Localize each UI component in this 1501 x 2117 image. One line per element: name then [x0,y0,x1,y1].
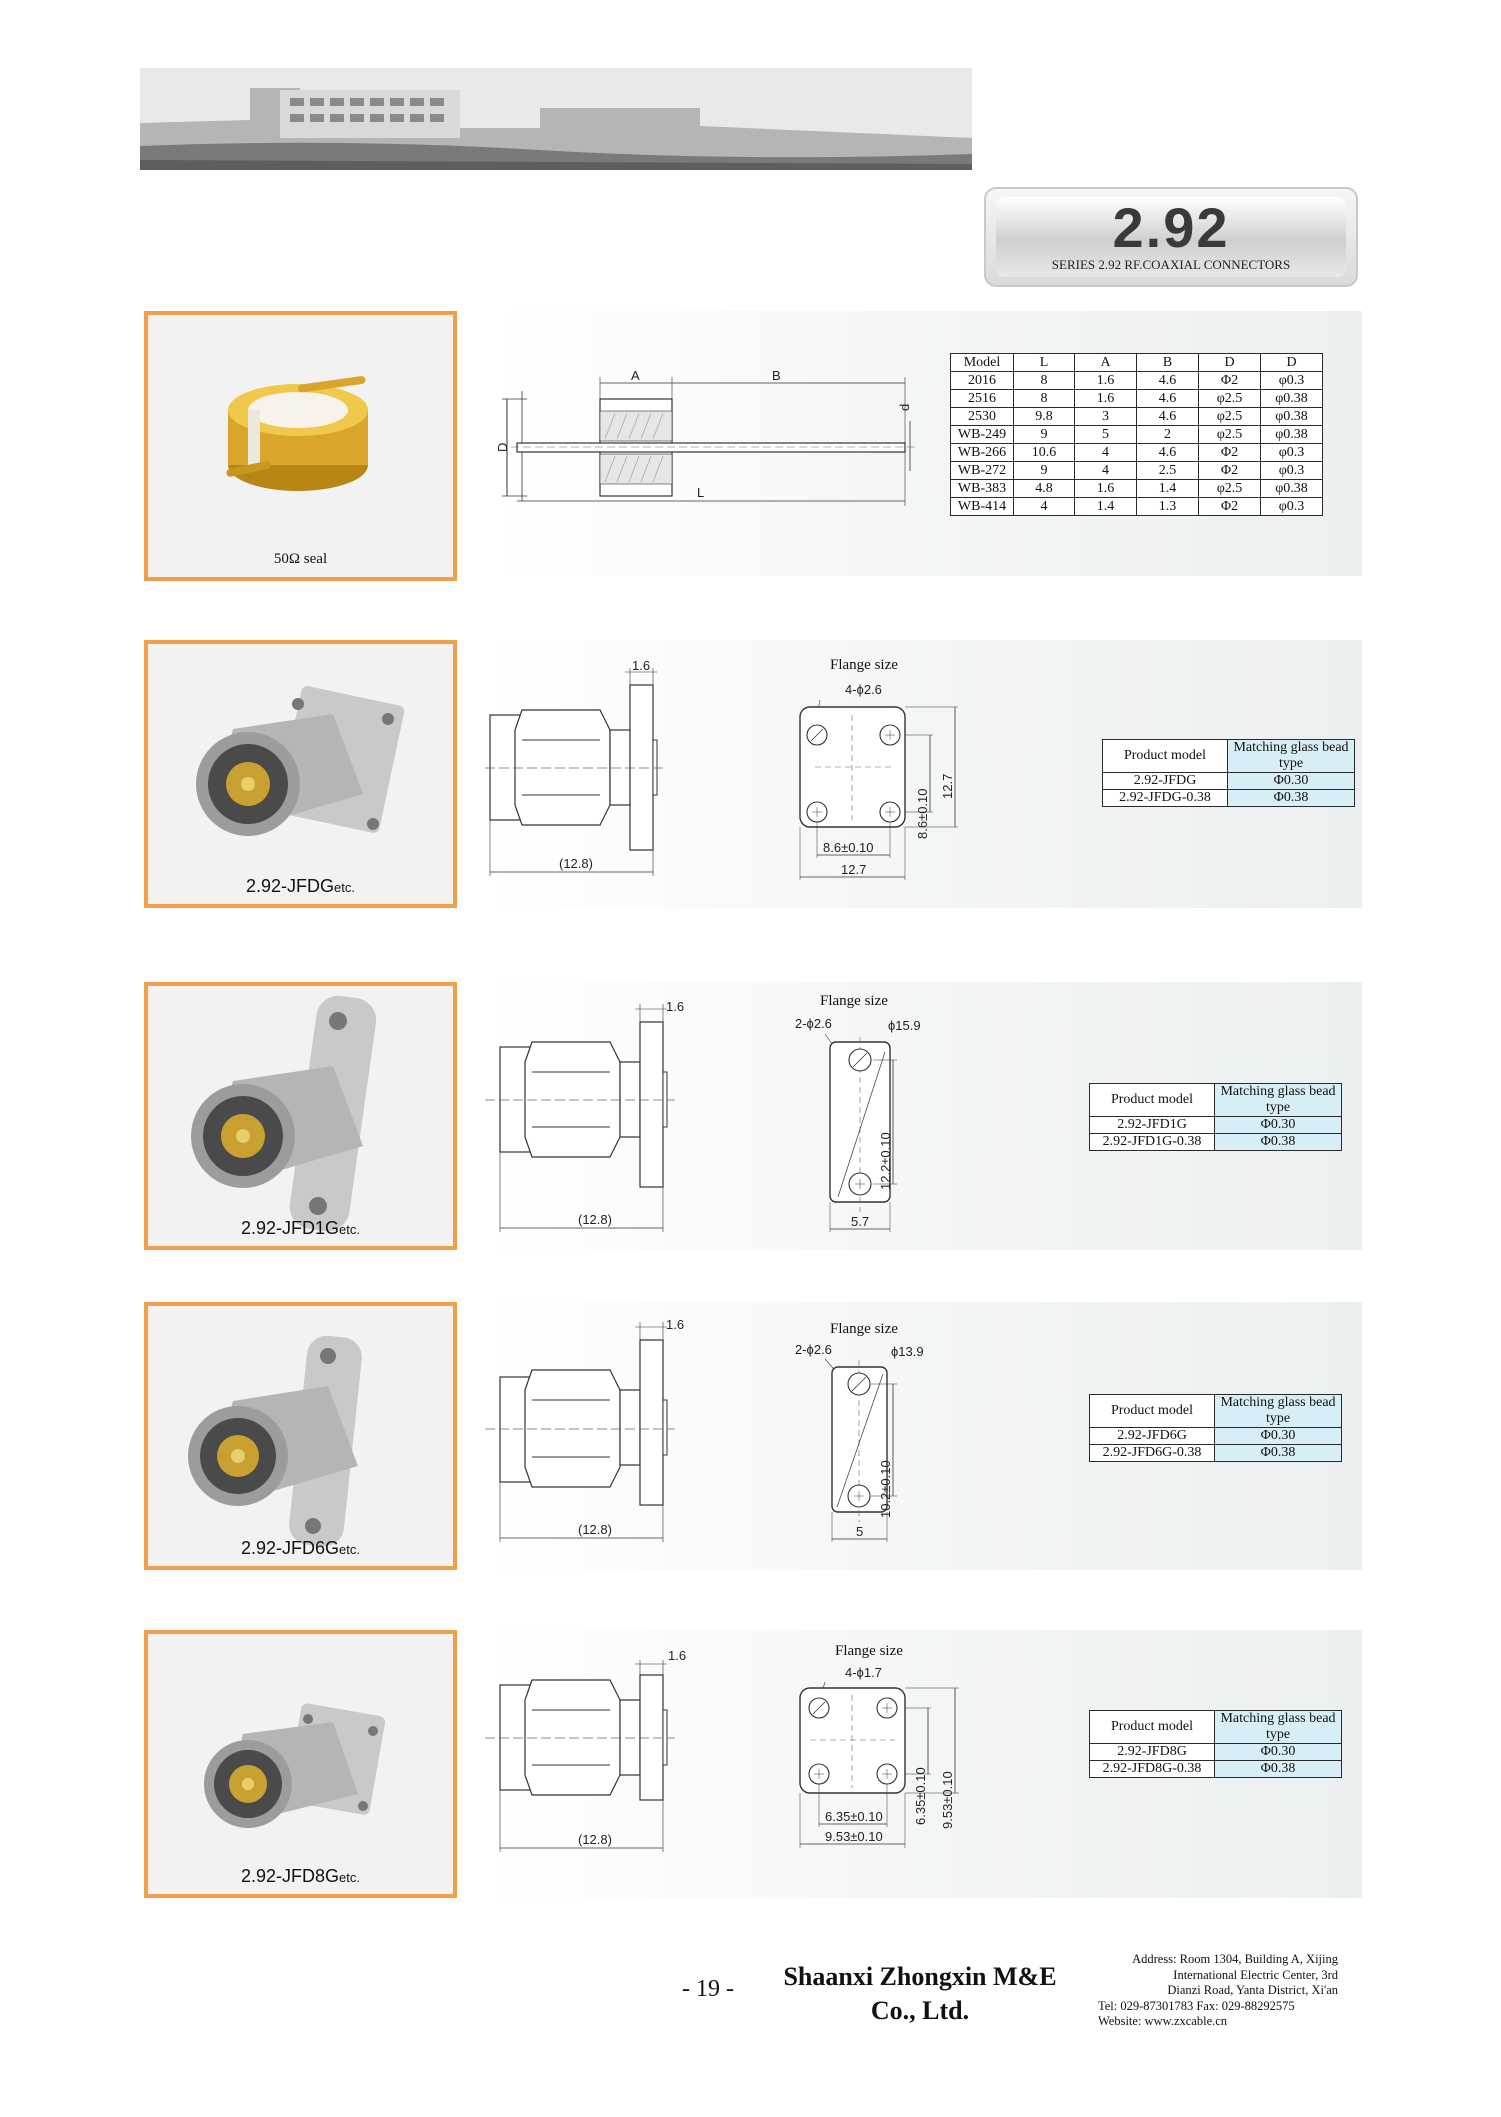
table-row: WB-249 9 5 2 φ2.5 φ0.38 [951,426,1323,444]
col-d-inner: D [1261,354,1323,372]
drawing-jfd8g [485,1630,965,1898]
series-title-box [984,187,1358,287]
product-table-jfd6g: Product model Matching glass bead type 2.92-JFD6G Φ0.30 2.92-JFD6G-0.38 Φ0.38 [1089,1394,1342,1462]
label-a: A [631,368,640,383]
flange-size-label: Flange size [820,993,888,1009]
dim-h: 5.7 [851,1214,870,1229]
product-caption-jfd6g: 2.92-JFD6Getc. [240,1538,360,1558]
product-photo-jfd1g [144,982,457,1250]
header-banner-image [140,68,972,170]
label-d-upper: D [495,442,510,452]
outer-label: ϕ15.9 [888,1018,921,1033]
table-row: 2.92-JFD1G Φ0.30 [1090,1117,1342,1134]
series-subtitle: SERIES 2.92 RF.COAXIAL CONNECTORS [1051,257,1291,272]
col-d-outer: D [1199,354,1261,372]
table-row: 2.92-JFDG Φ0.30 [1103,773,1355,790]
table-row: 2016 8 1.6 4.6 Φ2 φ0.3 [951,372,1323,390]
table-row: 2.92-JFD8G Φ0.30 [1090,1744,1342,1761]
table-row: WB-383 4.8 1.6 1.4 φ2.5 φ0.38 [951,480,1323,498]
drawing-jfd6g [485,1302,924,1570]
holes-label: 2-ϕ2.6 [795,1016,832,1031]
dim-outer-h: 9.53±0.10 [825,1829,883,1844]
dim-outer-h: 12.7 [841,862,867,877]
company-name: Shaanxi Zhongxin M&E Co., Ltd. [783,1962,1057,2025]
dim-inner-h: 6.35±0.10 [825,1809,883,1824]
product-caption-jfd8g: 2.92-JFD8Getc. [240,1866,360,1886]
col-model: Model [951,354,1014,372]
seal-caption: 50Ω seal [273,551,328,567]
dim-v: 12.2±0.10 [878,1132,893,1190]
table-row: 2.92-JFD1G-0.38 Φ0.38 [1090,1134,1342,1151]
table-row: WB-266 10.6 4 4.6 Φ2 φ0.3 [951,444,1323,462]
label-d-lower: d [897,403,912,411]
dim-v: 10.2±0.10 [878,1460,893,1518]
col-b: B [1137,354,1199,372]
product-photo-jfd6g [144,1302,457,1570]
product-drawing-panel-jfd1g [485,982,1362,1250]
product-caption-jfd1g: 2.92-JFD1Getc. [240,1218,360,1238]
seal-photo [144,311,457,581]
length-label: (12.8) [578,1522,612,1537]
page-number: - 19 - [682,1976,734,2002]
table-row: WB-272 9 4 2.5 Φ2 φ0.3 [951,462,1323,480]
thickness-label: 1.6 [666,1317,685,1332]
thickness-label: 1.6 [666,999,685,1014]
table-row: 2.92-JFD6G Φ0.30 [1090,1428,1342,1445]
company-address: Address: Room 1304, Building A, Xijing International Electric Center, 3rd Dianzi Road, Yanta District, Xi'an Tel: 029-87301783 Fax: 029-88292575 Website: www.zxcable.cn [1098,1952,1338,2028]
product-caption-jfdg: 2.92-JFDGetc. [246,876,355,896]
seal-drawing-panel [497,311,1362,576]
dim-inner-v: 6.35±0.10 [913,1767,928,1825]
product-table-jfd8g: Product model Matching glass bead type 2.92-JFD8G Φ0.30 2.92-JFD8G-0.38 Φ0.38 [1089,1710,1342,1778]
dim-outer-v: 9.53±0.10 [940,1771,955,1829]
product-drawing-panel-jfd6g [485,1302,1362,1570]
product-table-jfd1g: Product model Matching glass bead type 2.92-JFD1G Φ0.30 2.92-JFD1G-0.38 Φ0.38 [1089,1083,1342,1151]
product-drawing-panel-jfdg [485,640,1362,908]
col-l: L [1014,354,1075,372]
thickness-label: 1.6 [632,658,651,673]
dim-outer-v: 12.7 [940,773,955,799]
holes-label: 2-ϕ2.6 [795,1342,832,1357]
label-b: B [772,368,781,383]
holes-label: 4-ϕ1.7 [845,1665,882,1680]
holes-label: 4-ϕ2.6 [845,682,882,697]
length-label: (12.8) [578,1212,612,1227]
product-photo-jfdg [144,640,457,908]
thickness-label: 1.6 [668,1648,687,1663]
product-drawing-panel-jfd8g [485,1630,1362,1898]
table-row: 2.92-JFDG-0.38 Φ0.38 [1103,790,1355,807]
series-title: 2.92 [1112,196,1230,259]
table-row: 2530 9.8 3 4.6 φ2.5 φ0.38 [951,408,1323,426]
outer-label: ϕ13.9 [891,1344,924,1359]
table-row: WB-414 4 1.4 1.3 Φ2 φ0.3 [951,498,1323,516]
drawing-jfdg [485,640,965,908]
seal-spec-table [950,353,1323,516]
label-l: L [697,485,705,500]
dim-h: 5 [856,1524,864,1539]
product-photo-jfd8g [144,1630,457,1898]
product-table-jfdg: Product model Matching glass bead type 2.92-JFDG Φ0.30 2.92-JFDG-0.38 Φ0.38 [1102,739,1355,807]
seal-drawing [497,311,957,576]
length-label: (12.8) [559,856,593,871]
dim-inner-v: 8.6±0.10 [915,788,930,839]
flange-size-label: Flange size [830,657,898,673]
table-row: 2.92-JFD6G-0.38 Φ0.38 [1090,1445,1342,1462]
flange-size-label: Flange size [830,1321,898,1337]
length-label: (12.8) [578,1832,612,1847]
col-a: A [1075,354,1137,372]
table-row: 2516 8 1.6 4.6 φ2.5 φ0.38 [951,390,1323,408]
dim-inner-h: 8.6±0.10 [823,840,874,855]
flange-size-label: Flange size [835,1643,903,1659]
drawing-jfd1g [485,982,921,1250]
table-row: 2.92-JFD8G-0.38 Φ0.38 [1090,1761,1342,1778]
